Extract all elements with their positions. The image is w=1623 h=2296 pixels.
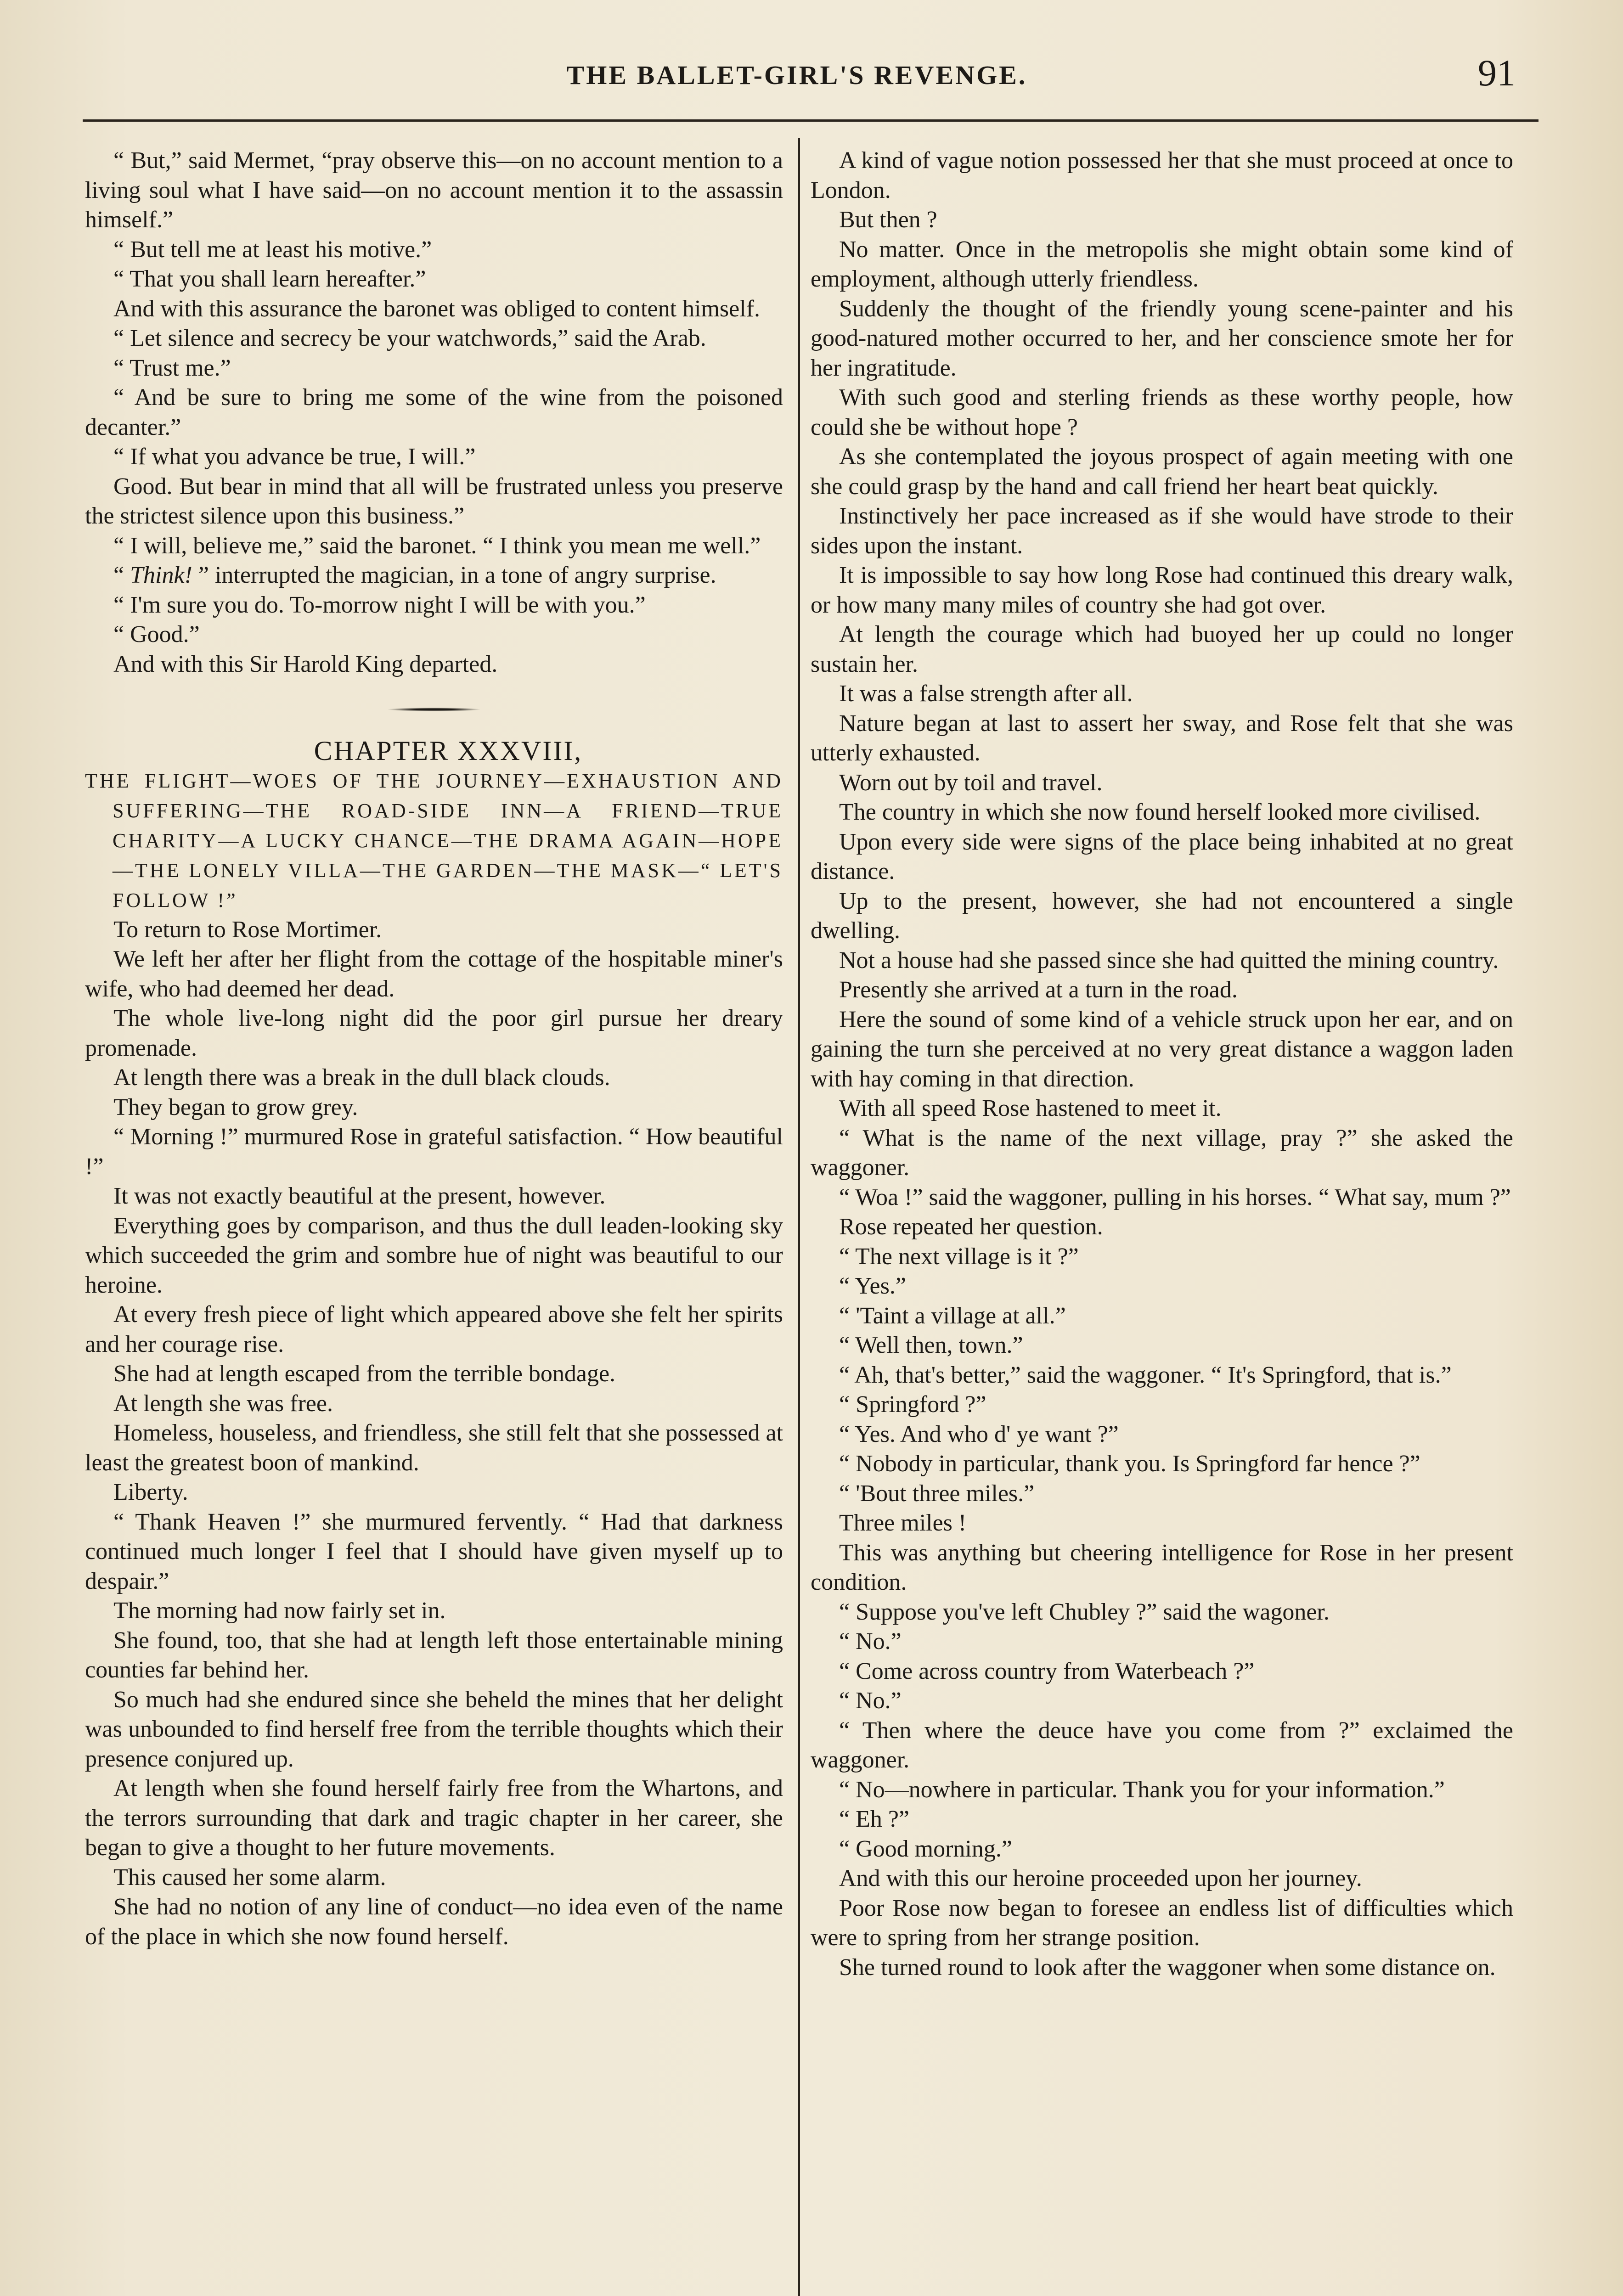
paragraph: The whole live-long night did the poor girl pursue her dreary promenade.: [85, 1005, 783, 1061]
paragraph: Instinctively her pace increased as if she would have strode to their sides upon the instant.: [811, 503, 1513, 559]
right-column: [811, 146, 1513, 1982]
paragraph: The morning had now fairly set in.: [113, 1598, 446, 1624]
paragraph: And with this assurance the baronet was obliged to content himself.: [113, 295, 761, 322]
paragraph: But then ?: [839, 207, 937, 233]
paragraph: Up to the present, however, she had not encountered a single dwelling.: [811, 888, 1513, 944]
paragraph: No matter. Once in the metropolis she might obtain some kind of employment, although utterly friendless.: [811, 236, 1513, 292]
paragraph: Upon every side were signs of the place being inhabited at no great distance.: [811, 828, 1513, 884]
page-header: [69, 51, 1525, 120]
paragraph: “ No.”: [839, 1688, 902, 1714]
paragraph: “ And be sure to bring me some of the wine from the poisoned decanter.”: [85, 384, 783, 440]
chapter-text: [85, 915, 783, 1952]
paragraph: To return to Rose Mortimer.: [113, 916, 382, 943]
paragraph: “ Let silence and secrecy be your watchwords,” said the Arab.: [113, 325, 706, 351]
chapter-title: CHAPTER XXXVIII,: [314, 736, 583, 766]
paragraph: “ Yes.”: [839, 1273, 906, 1299]
paragraph: Here the sound of some kind of a vehicle struck upon her ear, and on gaining the turn she perceived at no very great distance a waggon laden with hay coming in that direction.: [811, 1006, 1513, 1092]
paragraph: “ What is the name of the next village, pray ?” she asked the waggoner.: [811, 1125, 1513, 1181]
paragraph: At every fresh piece of light which appeared above she felt her spirits and her courage rise.: [85, 1301, 783, 1357]
paragraph: “ Well then, town.”: [839, 1332, 1023, 1358]
paragraph: “ Then where the deuce have you come from ?” exclaimed the waggoner.: [811, 1717, 1513, 1773]
paragraph: “ I will, believe me,” said the baronet. “ I think you mean me well.”: [113, 532, 761, 559]
paragraph: The country in which she now found herself looked more civilised.: [839, 799, 1481, 825]
paragraph: “ If what you advance be true, I will.”: [113, 444, 476, 470]
header-rule: [83, 119, 1538, 122]
paragraph: And with this Sir Harold King departed.: [113, 651, 498, 677]
paragraph: “ No—nowhere in particular. Thank you for your information.”: [839, 1776, 1445, 1803]
section-separator: [388, 708, 480, 711]
dialogue-block-2: [85, 591, 783, 680]
paragraph: Nature began at last to assert her sway, and Rose felt that she was utterly exhausted.: [811, 710, 1513, 766]
paragraph: With such good and sterling friends as these worthy people, how could she be without hope ?: [811, 384, 1513, 440]
paragraph: “ But tell me at least his motive.”: [113, 236, 432, 263]
think-emphasis: Think!: [130, 562, 192, 588]
paragraph: “ Good.”: [113, 621, 200, 647]
paragraph: As she contemplated the joyous prospect of again meeting with one she could grasp by the hand and call friend her heart beat quickly.: [811, 444, 1513, 500]
paragraph: Liberty.: [113, 1479, 188, 1505]
dialogue-block-1: [85, 146, 783, 561]
paragraph: “ I'm sure you do. To-morrow night I will be with you.”: [113, 591, 646, 618]
paragraph: Suddenly the thought of the friendly young scene-painter and his good-natured mother occurred to her, and her conscience smote her for her ingratitude.: [811, 295, 1513, 381]
paragraph: “ 'Taint a village at all.”: [839, 1302, 1066, 1329]
paragraph: “ Ah, that's better,” said the waggoner. “ It's Springford, that is.”: [839, 1362, 1452, 1388]
paragraph: Poor Rose now began to foresee an endless list of difficulties which were to spring from her strange position.: [811, 1895, 1513, 1951]
left-column: [85, 146, 783, 1952]
paragraph: So much had she endured since she beheld the mines that her delight was unbounded to find herself free from the terrible thoughts which their presence conjured up.: [85, 1686, 783, 1772]
paragraph: It was a false strength after all.: [839, 681, 1133, 707]
paragraph: Presently she arrived at a turn in the road.: [839, 977, 1238, 1003]
paragraph: This was anything but cheering intelligence for Rose in her present condition.: [811, 1539, 1513, 1595]
paragraph: Worn out by toil and travel.: [839, 769, 1103, 796]
paragraph-think: “ Think! ” interrupted the magician, in a tone of angry surprise.: [113, 562, 716, 588]
paragraph: She had at length escaped from the terrible bondage.: [113, 1361, 616, 1387]
paragraph: This caused her some alarm.: [113, 1864, 386, 1891]
paragraph: “ That you shall learn hereafter.”: [113, 266, 426, 292]
paragraph: And with this our heroine proceeded upon her journey.: [839, 1865, 1362, 1891]
chapter-synopsis: THE FLIGHT—WOES OF THE JOURNEY—EXHAUSTION AND SUFFERING—THE ROAD-SIDE INN—A FRIEND—TRUE CHARITY—A LUCKY CHANCE—THE DRAMA AGAIN—HOPE—THE LONELY VILLA—THE GARDEN—THE MASK—“ LET'S FOLLOW !”: [85, 769, 783, 912]
chapter-text-continued: [811, 146, 1513, 1982]
paragraph: “ No.”: [839, 1628, 902, 1654]
paragraph: “ But,” said Mermet, “pray observe this—on no account mention to a living soul what I have said—on no account mention it to the assassin himself.”: [85, 147, 783, 233]
paragraph: Everything goes by comparison, and thus the dull leaden-looking sky which succeeded the grim and sombre hue of night was beautiful to our heroine.: [85, 1212, 783, 1298]
paragraph: We left her after her flight from the cottage of the hospitable miner's wife, who had deemed her dead.: [85, 946, 783, 1002]
running-title: THE BALLET-GIRL'S REVENGE.: [566, 60, 1027, 90]
paragraph: At length she was free.: [113, 1390, 333, 1417]
paragraph: She had no notion of any line of conduct—no idea even of the name of the place in which she now found herself.: [85, 1894, 783, 1950]
paragraph: At length when she found herself fairly free from the Whartons, and the terrors surrounding that dark and tragic chapter in her career, she began to give a thought to her future movements.: [85, 1775, 783, 1861]
paragraph: “ The next village is it ?”: [839, 1243, 1079, 1270]
paragraph: She found, too, that she had at length left those entertainable mining counties far behind her.: [85, 1627, 783, 1683]
paragraph: “ Eh ?”: [839, 1806, 910, 1832]
paragraph: Rose repeated her question.: [839, 1214, 1103, 1240]
paragraph: It was not exactly beautiful at the present, however.: [113, 1183, 606, 1209]
paragraph: She turned round to look after the waggoner when some distance on.: [839, 1954, 1496, 1981]
paragraph: “ Come across country from Waterbeach ?”: [839, 1658, 1255, 1684]
paragraph: They began to grow grey.: [113, 1094, 358, 1120]
paragraph: Three miles !: [839, 1510, 967, 1536]
paragraph: “ Nobody in particular, thank you. Is Springford far hence ?”: [839, 1451, 1420, 1477]
page-number: 91: [1478, 52, 1516, 94]
paragraph: “ Morning !” murmured Rose in grateful satisfaction. “ How beautiful !”: [85, 1124, 783, 1180]
column-divider: [798, 138, 800, 2296]
paragraph: Good. But bear in mind that all will be frustrated unless you preserve the strictest silence upon this business.”: [85, 473, 783, 529]
paragraph: “ Good morning.”: [839, 1835, 1012, 1862]
paragraph: With all speed Rose hastened to meet it.: [839, 1095, 1222, 1121]
paragraph: “ Trust me.”: [113, 355, 231, 381]
paragraph: At length there was a break in the dull black clouds.: [113, 1064, 610, 1091]
paragraph: A kind of vague notion possessed her that she must proceed at once to London.: [811, 147, 1513, 203]
paragraph: “ 'Bout three miles.”: [839, 1480, 1035, 1507]
paragraph: “ Thank Heaven !” she murmured fervently. “ Had that darkness continued much longer I feel that I should have given myself up to despair.”: [85, 1508, 783, 1594]
paragraph: “ Yes. And who d' ye want ?”: [839, 1421, 1119, 1447]
paragraph: “ Suppose you've left Chubley ?” said the wagoner.: [839, 1598, 1330, 1625]
paragraph: “ Springford ?”: [839, 1391, 986, 1418]
paragraph: “ Woa !” said the waggoner, pulling in his horses. “ What say, mum ?”: [839, 1184, 1511, 1210]
paragraph: It is impossible to say how long Rose had continued this dreary walk, or how many many miles of country she had got over.: [811, 562, 1513, 618]
paragraph: Homeless, houseless, and friendless, she still felt that she possessed at least the greatest boon of mankind.: [85, 1420, 783, 1476]
paragraph: Not a house had she passed since she had quitted the mining country.: [839, 947, 1499, 974]
paragraph: At length the courage which had buoyed her up could no longer sustain her.: [811, 621, 1513, 677]
